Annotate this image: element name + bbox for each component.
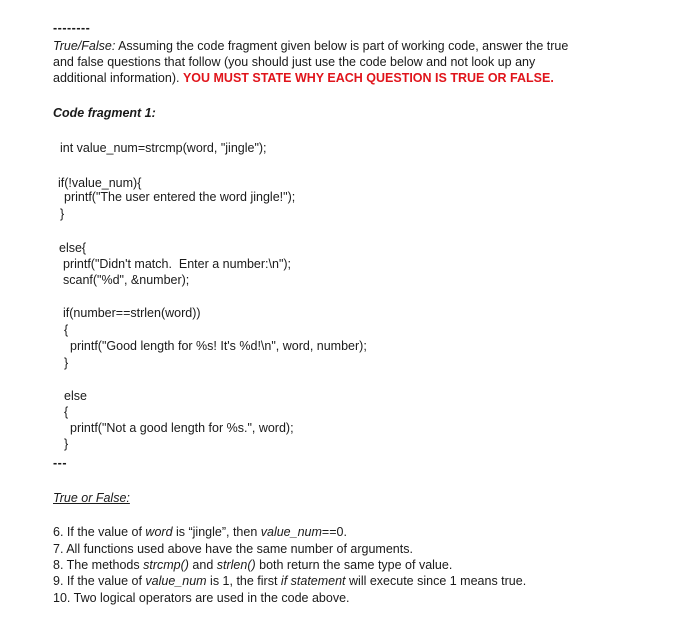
question-9 bbox=[53, 573, 526, 589]
intro-line-2: and false questions that follow (you should just use the code below and not look up any bbox=[53, 55, 536, 69]
code-line-15: } bbox=[64, 437, 69, 451]
code-line-14: printf("Not a good length for %s.", word); bbox=[70, 421, 294, 435]
intro-line-3-text: additional information). bbox=[53, 71, 183, 85]
code-line-4: } bbox=[60, 207, 65, 221]
question-9-statement: if statement bbox=[280, 574, 346, 588]
question-8-func-2: strlen() bbox=[216, 558, 256, 572]
intro-line-3 bbox=[53, 70, 554, 86]
question-8 bbox=[53, 557, 452, 573]
code-line-8: if(number==strlen(word)) bbox=[63, 306, 201, 320]
intro-line-1 bbox=[53, 38, 568, 54]
code-line-12: else bbox=[64, 389, 87, 403]
question-10: 10. Two logical operators are used in the code above. bbox=[53, 591, 350, 605]
code-line-3: printf("The user entered the word jingle!"); bbox=[64, 190, 296, 204]
question-9-text-b: is 1, the first bbox=[206, 574, 281, 588]
code-line-10: printf("Good length for %s! It's %d!\n", word, number); bbox=[70, 339, 367, 353]
question-8-func-1: strcmp() bbox=[143, 558, 189, 572]
question-8-text-c: both return the same type of value. bbox=[255, 558, 453, 572]
code-line-7: scanf("%d", &number); bbox=[63, 273, 190, 287]
fragment-title: Code fragment 1: bbox=[53, 106, 156, 120]
true-false-label: True/False: bbox=[53, 39, 116, 53]
question-6-text-a: 6. If the value of bbox=[53, 525, 146, 539]
code-line-6: printf("Didn't match. Enter a number:\n"); bbox=[63, 257, 292, 271]
top-separator: -------- bbox=[53, 21, 91, 35]
question-6-var: value_num bbox=[260, 525, 322, 539]
true-false-heading: True or False: bbox=[53, 491, 130, 505]
question-9-var: value_num bbox=[145, 574, 207, 588]
intro-line-1-text: Assuming the code fragment given below is part of working code, answer the true bbox=[115, 39, 569, 53]
code-line-13: { bbox=[64, 405, 69, 419]
question-6-word: word bbox=[145, 525, 173, 539]
question-9-text-a: 9. If the value of bbox=[53, 574, 146, 588]
code-line-2: if(!value_num){ bbox=[58, 176, 142, 190]
code-line-11: } bbox=[64, 356, 69, 370]
question-6-text-c: ==0. bbox=[321, 525, 347, 539]
question-8-text-a: 8. The methods bbox=[53, 558, 144, 572]
code-line-5: else{ bbox=[59, 241, 87, 255]
emphasis-instruction: YOU MUST STATE WHY EACH QUESTION IS TRUE OR FALSE. bbox=[182, 71, 554, 85]
question-8-text-b: and bbox=[188, 558, 217, 572]
question-9-text-c: will execute since 1 means true. bbox=[345, 574, 527, 588]
bottom-separator: --- bbox=[53, 456, 67, 470]
code-line-9: { bbox=[64, 323, 69, 337]
question-7: 7. All functions used above have the same number of arguments. bbox=[53, 542, 413, 556]
question-6-text-b: is “jingle”, then bbox=[172, 525, 261, 539]
question-6 bbox=[53, 524, 347, 540]
code-line-1: int value_num=strcmp(word, "jingle"); bbox=[60, 141, 267, 155]
